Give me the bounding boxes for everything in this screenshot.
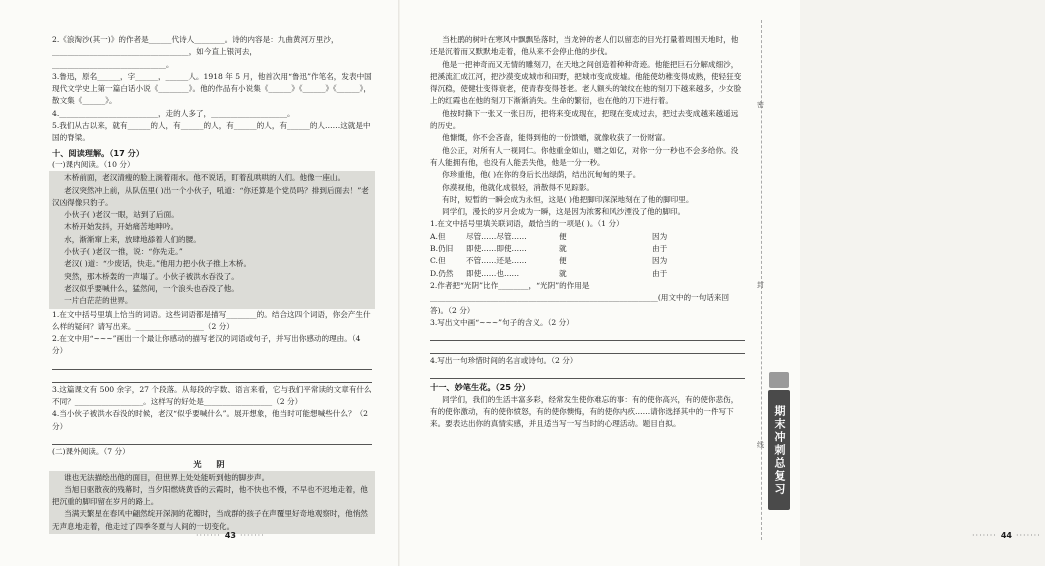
option-label: C.但 (430, 256, 446, 266)
reading-2-question-1: 1.在文中括号里填关联词语，最恰当的一项是( )。（1 分） (430, 219, 624, 229)
option-cell: 由于 (652, 244, 668, 254)
seal-char-top: 密 (757, 101, 764, 109)
passage-1-para: 老汉突然冲上前，从队伍里( )出一个小伙子，吼道：“你还算是个党员吗？排到后面去！”老汉凶得像只豹子。 (52, 185, 369, 207)
passage-1-para: 木桥前面，老汉清瘦的脸上淌着雨水。他不说话，盯着乱哄哄的人们。他像一座山。 (64, 173, 346, 183)
passage-2-para: 他按时撕下一张又一张日历，把将来变成现在，把现在变成过去，把过去变成越来越遥远的历史。 (430, 108, 739, 131)
passage-2-para: 他是一把神奇而又无情的雕刻刀，在天地之间创造着种种奇迹。他能把巨石分解成细沙，把溪流汇成江河，把沙漠变成城市和田野，把城市变成废墟。他能使幼稚变得成熟，使轻狂变得沉稳，使健壮变得衰老，使青春变得苍老。老人额头的皱纹在他的刻刀下越来越多，少女脸上的红霞也在他的刻刀下渐渐消失。生命的繁衍，也在他的刀下进行着。 (430, 59, 742, 106)
answer-line[interactable] (52, 433, 372, 445)
right-page (400, 0, 1012, 566)
reading-2-question-3: 3.写出文中画“~~~”句子的含义。（2 分） (430, 317, 574, 327)
option-cell: 即使……也…… (466, 268, 520, 278)
option-row[interactable] (430, 231, 745, 243)
answer-line[interactable] (52, 358, 372, 370)
passage-1-para: 小伙子( )老汉一眼，站到了后面。 (64, 210, 179, 220)
option-row[interactable] (430, 268, 745, 280)
passage-2 (49, 471, 375, 534)
seal-char-mid: 封 (757, 281, 764, 289)
option-cell: 便 (559, 256, 567, 266)
passage-2-para: 你珍重他，他( )在你的身后长出绿荫，结出沉甸甸的果子。 (442, 170, 641, 180)
binding-margin (754, 0, 792, 566)
passage-2-para: 他公正，对所有人一视同仁。你他重金如山，赠之如亿，对你一分一秒也不会多给你。没有人能拥有他，也没有人能丢失他，他是一分一秒。 (430, 145, 739, 167)
left-page (0, 0, 400, 566)
question-3: 3.鲁迅，原名______，字______，______人。1918 年 5 月，他首次用“鲁迅”作笔名，发表中国现代文学史上第一篇白话小说《________》。他的作品有小说集《______》《______》《______》，散文集《______》。 (52, 71, 372, 106)
question-4: 4.__________________________，走的人多了，____________________。 (52, 108, 295, 118)
passage-2-continued (430, 34, 745, 218)
question-2: 2.《浪淘沙(其一)》的作者是______代诗人________。诗的内容是：九曲黄河万里沙，____________________________________，如今直上银河去，______________________________。 (52, 35, 339, 69)
question-5: 5.我们从古以来，就有______的人，有______的人，有______的人，有______的人……这就是中国的脊梁。 (52, 121, 371, 143)
seal-char-bottom: 线 (757, 441, 764, 449)
option-cell: 因为 (652, 256, 668, 266)
passage-1-para: 老汉似乎要喊什么，猛然间，一个浪头也吞没了他。 (64, 283, 239, 293)
passage-2-para: 当满天繁星在春风中翩然绽开深洞的花瓣时，当成群的孩子在声覆里好奇地观察时，他悄然无声息地走着，他走过了四季冬夏与人间的一切变化。 (52, 509, 368, 531)
section-11-heading: 十一、妙笔生花。（25 分） (430, 382, 531, 393)
answer-line[interactable] (430, 342, 745, 354)
page-number-left: ······· 43 ······· (192, 531, 269, 540)
passage-2-title: 光 阴 (193, 459, 231, 470)
passage-2-para: 当旭日驱散夜的残幕时，当夕阳燃烧黄昏的云霞时，他不快也不慢，不早也不迟地走着，他把沉重的脚印留在岁月的路上。 (52, 484, 368, 507)
passage-2-para: 同学们，漫长的岁月会成为一瞬，这是因为浓雾和风沙湮没了他的脚印。 (442, 207, 686, 217)
answer-line[interactable] (430, 329, 745, 341)
page-number-right: ······· 44 ······· (968, 531, 1045, 540)
option-label: D.仍然 (430, 268, 454, 278)
right-column (430, 34, 745, 431)
answer-line[interactable] (52, 371, 372, 383)
option-row[interactable] (430, 255, 745, 267)
answer-line[interactable] (430, 367, 745, 379)
passage-1 (49, 171, 375, 308)
reading-1-question-4: 4.当小伙子被洪水吞没的时候，老汉“似乎要喊什么”。展开想象，他当时可能想喊些什么？（2 分） (52, 409, 368, 431)
option-cell: 便 (559, 231, 567, 241)
passage-2-para: 你漠视他，他就化成很轻，消散得不见踪影。 (442, 182, 595, 192)
passage-1-para: 小伙子( )老汉一推，说：“你先走。” (64, 247, 183, 257)
brand-tab-decoration (769, 372, 789, 388)
passage-2-para: 谁也无法描绘出他的面目，但世界上处处能听到他的脚步声。 (64, 472, 270, 482)
reading-1-question-1: 1.在文中括号里填上恰当的词语。这些词语都是描写________的。结合这四个词语，你会产生什么样的疑问？请写出来。__________________（2 分） (52, 309, 371, 331)
section-10-heading: 十、阅读理解。（17 分） (52, 147, 145, 158)
option-row[interactable] (430, 243, 745, 255)
option-cell: 因为 (652, 231, 668, 241)
option-cell: 即使……即使…… (466, 244, 527, 254)
reading-1-title: (一)课内阅读。（10 分） (52, 159, 135, 169)
brand-tab: 期末冲刺总复习 (768, 390, 790, 510)
reading-2-title: (二)课外阅读。（7 分） (52, 446, 130, 456)
reading-2-question-4: 4.写出一句珍惜时间的名言或诗句。（2 分） (430, 356, 578, 366)
option-cell: 不管……还是…… (466, 256, 527, 266)
reading-1-question-2: 2.在文中用“~~~”画出一个最让你感动的描写老汉的词语或句子，并写出你感动的理由。（4 分） (52, 334, 361, 356)
passage-1-para: 一片白茫茫的世界。 (64, 296, 133, 306)
passage-1-para: 老汉( )道：“少废话，快走。”他用力把小伙子推上木桥。 (64, 259, 252, 269)
option-cell: 就 (559, 268, 567, 278)
option-cell: 尽管……尽管…… (466, 231, 527, 241)
passage-2-para: 有时，短暂的一瞬会成为永恒，这是( )他把脚印深深地刻在了他的脚印里。 (442, 194, 694, 204)
option-cell: 就 (559, 244, 567, 254)
passage-2-para: 当杜鹃的树叶在寒风中飘飘坠落时，当龙钟的老人们以留恋的目光打量着周围天地时，他还是沉着而又默默地走着，他从来不会停止他的步伐。 (430, 35, 739, 57)
option-label: B.仍旧 (430, 244, 454, 254)
passage-1-para: 水，渐渐窜上来，放肆地舔着人们的腰。 (64, 234, 201, 244)
option-cell: 由于 (652, 268, 668, 278)
passage-2-para: 他慷慨，你不会吝啬，能得到他的一份馈赠，就像收获了一份财富。 (442, 133, 670, 143)
reading-1-question-3: 3.这篇课文有 500 余字，27 个段落。从每段的字数、语言来看，它与我们平常读的文章有什么不同？__________________。这样写的好处是__________________（2 分） (52, 384, 372, 407)
left-column (52, 34, 372, 534)
option-label: A.但 (430, 231, 446, 241)
passage-1-para: 突然，那木桥轰的一声塌了。小伙子被洪水吞没了。 (64, 271, 239, 281)
essay-prompt: 同学们，我们的生活丰富多彩，经常发生使你难忘的事：有的使你高兴，有的使你悲伤，有的使你激动，有的使你愤怒，有的使你懊悔，有的使你内疚……请你选择其中的一件写下来。要表达出你的真情实感，并且适当写一写当时的心理活动。题目自拟。 (430, 394, 739, 429)
reading-2-question-2: 2.作者把“光阴”比作________，“光阴”的作用是____________________________________________________________(用文中的一句话来回答)。（2 分） (430, 280, 730, 315)
passage-1-para: 木桥开始发抖，开始痛苦地呻吟。 (64, 222, 179, 232)
